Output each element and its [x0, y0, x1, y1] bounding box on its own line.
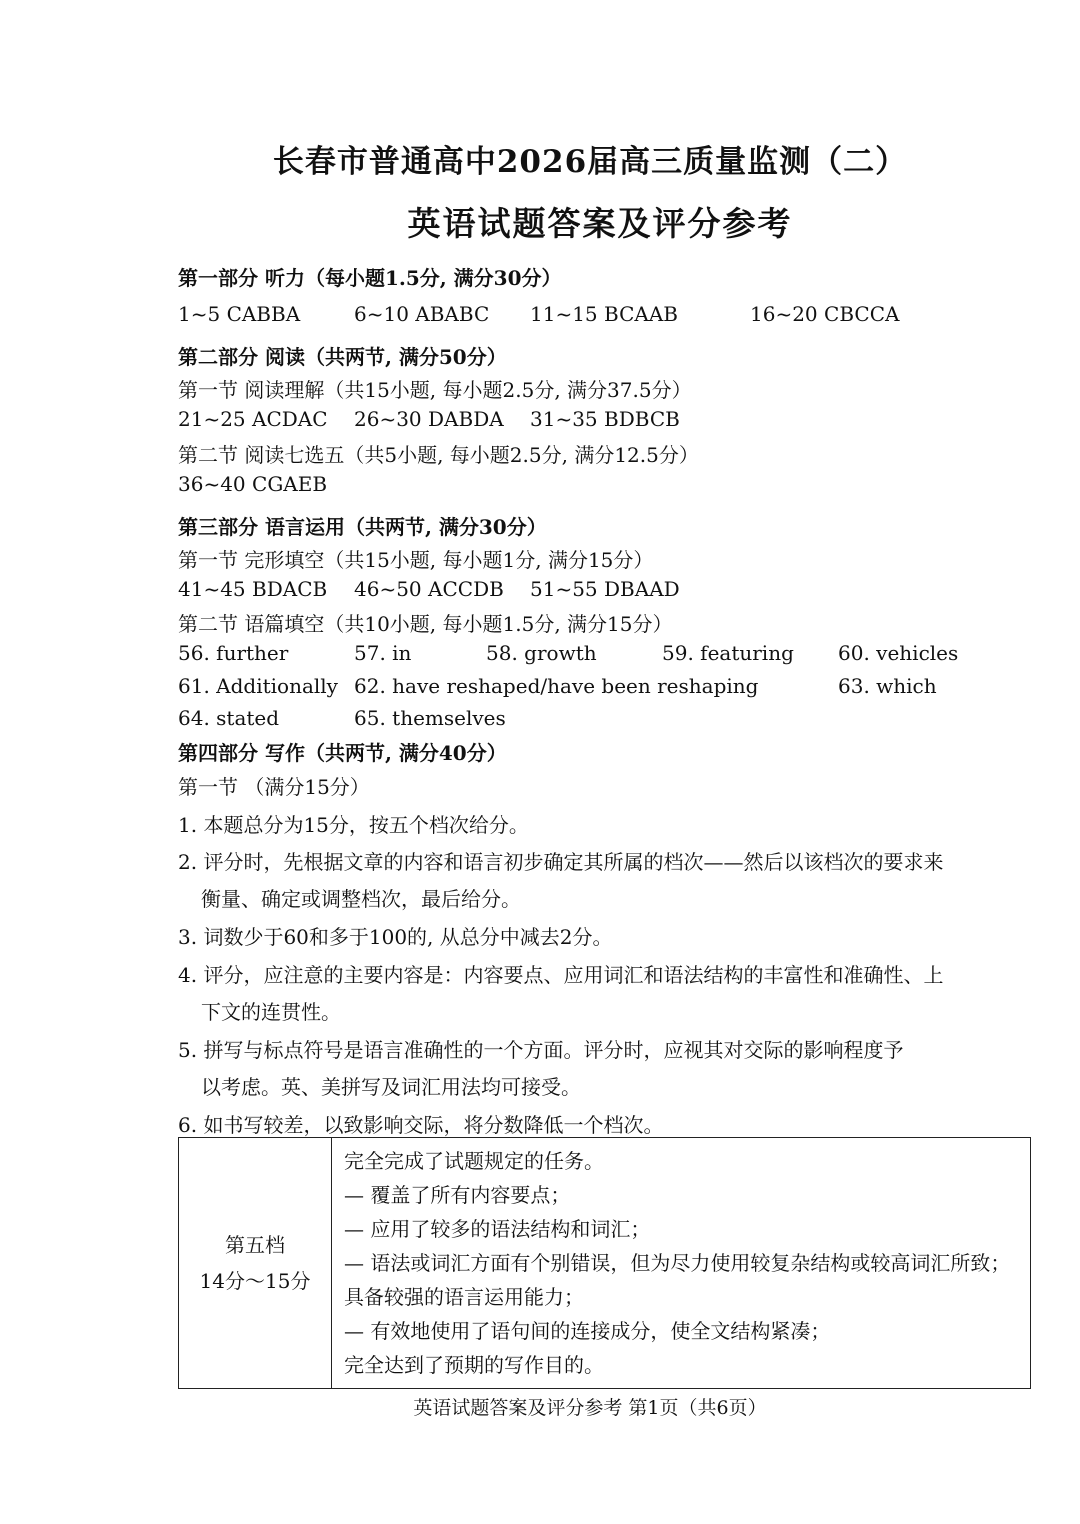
rule-line: 1. 本题总分为15分，按五个档次给分。	[178, 813, 529, 837]
grade-description-cell	[332, 1138, 1031, 1389]
answer-item: 59. featuring	[662, 641, 794, 665]
rule-line: 下文的连贯性。	[201, 1000, 341, 1024]
answer-item: 57. in	[354, 641, 412, 665]
grade-desc-line: 完全完成了试题规定的任务。	[344, 1149, 604, 1173]
part4-heading: 第四部分 写作（共两节, 满分40分）	[178, 741, 507, 765]
answer-group: 36~40 CGAEB	[178, 472, 328, 496]
answer-group: 31~35 BDBCB	[530, 407, 680, 431]
answer-group: 46~50 ACCDB	[354, 577, 504, 601]
answer-item: 65. themselves	[354, 706, 506, 730]
part1-heading: 第一部分 听力（每小题1.5分, 满分30分）	[178, 266, 562, 290]
grade-desc-line: 完全达到了预期的写作目的。	[344, 1353, 604, 1377]
answer-key-subtitle: 英语试题答案及评分参考	[407, 204, 793, 243]
grade-desc-line: — 覆盖了所有内容要点；	[344, 1183, 571, 1207]
grade-desc-line: — 应用了较多的语法结构和词汇；	[344, 1217, 651, 1241]
answer-group: 6~10 ABABC	[354, 302, 490, 326]
grade-level-score: 14分～15分	[199, 1269, 311, 1293]
answer-item: 63. which	[838, 674, 937, 698]
answer-group: 41~45 BDACB	[178, 577, 328, 601]
answer-item: 61. Additionally	[178, 674, 338, 698]
rule-line: 3. 词数少于60和多于100的, 从总分中减去2分。	[178, 925, 613, 949]
exam-title: 长春市普通高中2026届高三质量监测（二）	[272, 144, 908, 180]
grading-table	[178, 1137, 1031, 1389]
answer-group: 51~55 DBAAD	[530, 577, 680, 601]
part3-sec1-title: 第一节 完形填空（共15小题, 每小题1分, 满分15分）	[178, 548, 654, 572]
grade-level-name: 第五档	[225, 1233, 285, 1257]
answer-item: 60. vehicles	[838, 641, 959, 665]
answer-item: 58. growth	[486, 641, 597, 665]
answer-item: 62. have reshaped/have been reshaping	[354, 674, 759, 698]
part3-sec2-title: 第二节 语篇填空（共10小题, 每小题1.5分, 满分15分）	[178, 612, 673, 636]
part4-sec1-title: 第一节 （满分15分）	[178, 775, 370, 799]
answer-group: 1~5 CABBA	[178, 302, 301, 326]
answer-group: 11~15 BCAAB	[530, 302, 678, 326]
grade-level-cell	[179, 1138, 332, 1389]
rule-line: 4. 评分，应注意的主要内容是：内容要点、应用词汇和语法结构的丰富性和准确性、上	[178, 963, 944, 987]
rule-line: 衡量、确定或调整档次，最后给分。	[201, 887, 521, 911]
part2-sec2-title: 第二节 阅读七选五（共5小题, 每小题2.5分, 满分12.5分）	[178, 443, 699, 467]
grade-row	[179, 1138, 1031, 1389]
answer-item: 64. stated	[178, 706, 280, 730]
part2-heading: 第二部分 阅读（共两节, 满分50分）	[178, 345, 507, 369]
part3-heading: 第三部分 语言运用（共两节, 满分30分）	[178, 515, 547, 539]
answer-item: 56. further	[178, 641, 289, 665]
rule-line: 6. 如书写较差，以致影响交际，将分数降低一个档次。	[178, 1113, 664, 1137]
page-footer: 英语试题答案及评分参考 第1页（共6页）	[413, 1397, 767, 1419]
grade-desc-line: — 语法或词汇方面有个别错误，但为尽力使用较复杂结构或较高词汇所致；具备较强的语言运用能力；	[344, 1251, 1011, 1309]
answer-group: 21~25 ACDAC	[178, 407, 328, 431]
rule-line: 5. 拼写与标点符号是语言准确性的一个方面。评分时，应视其对交际的影响程度予	[178, 1038, 904, 1062]
rule-line: 2. 评分时，先根据文章的内容和语言初步确定其所属的档次——然后以该档次的要求来	[178, 850, 944, 874]
part2-sec1-title: 第一节 阅读理解（共15小题, 每小题2.5分, 满分37.5分）	[178, 378, 692, 402]
rule-line: 以考虑。英、美拼写及词汇用法均可接受。	[201, 1075, 581, 1099]
grade-desc-line: — 有效地使用了语句间的连接成分，使全文结构紧凑；	[344, 1319, 831, 1343]
answer-group: 26~30 DABDA	[354, 407, 504, 431]
answer-group: 16~20 CBCCA	[750, 302, 900, 326]
